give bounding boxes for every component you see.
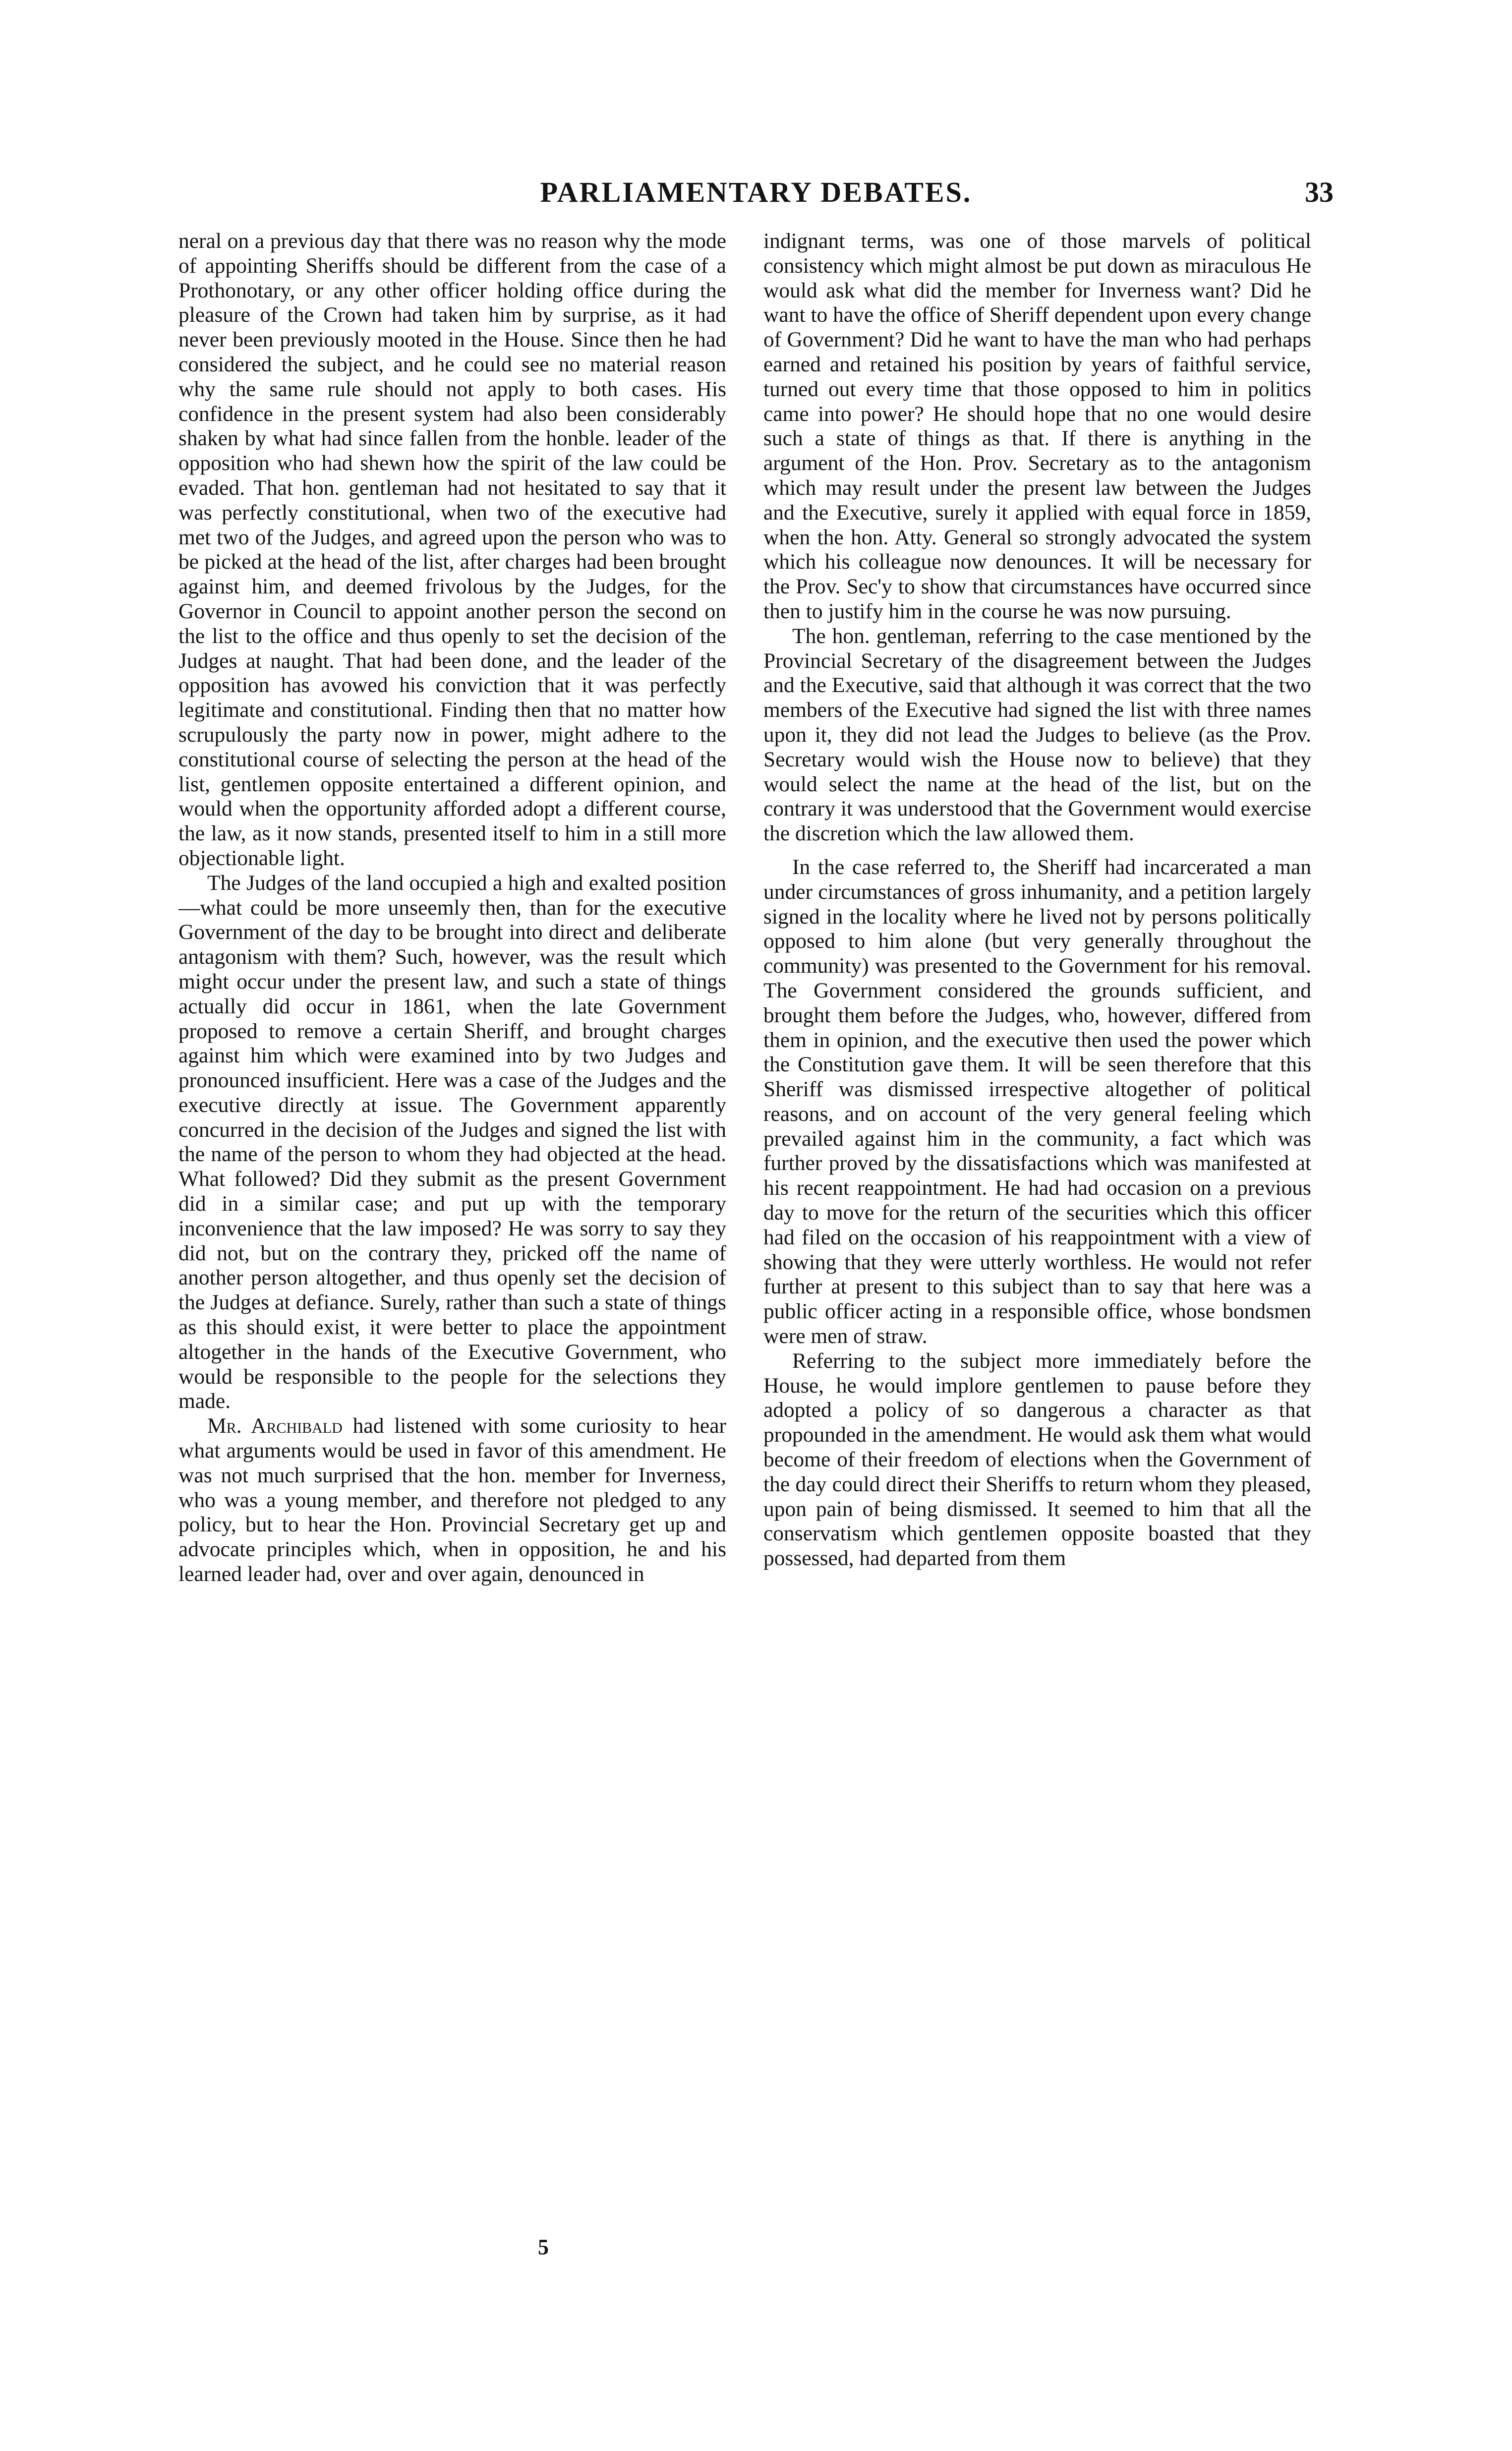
- paragraph-text: had listened with some curiosity to hear what arguments would be used in favor of this amendment. He was not much surprised that the hon. member for Inverness, who was a young member, and therefore not pledged to any policy, but to hear the Hon. Provincial Secretary get up and advocate principles which, when in opposition, he and his learned leader had, over and over again, denounced in: [178, 1414, 726, 1586]
- paragraph: neral on a previous day that there was no reason why the mode of appointing Sheriffs should be different from the case of a Prothonotary, or any other officer holding office during the pleasure of the Crown had taken him by surprise, as it had never been previously mooted in the House. Since then he had considered the subject, and he could see no material reason why the same rule should not apply to both cases. His confidence in the present system had also been considerably shaken by what had since fallen from the honble. leader of the opposition who had shewn how the spirit of the law could be evaded. That hon. gentleman had not hesitated to say that it was perfectly constitutional, when two of the executive had met two of the Judges, and agreed upon the person who was to be picked at the head of the list, after charges had been brought against him, and deemed frivolous by the Judges, for the Governor in Council to appoint another person the second on the list to the office and thus openly to set the decision of the Judges at naught. That had been done, and the leader of the opposition has avowed his conviction that it was perfectly legitimate and constitutional. Finding then that no matter how scrupulously the party now in power, might adhere to the constitutional course of selecting the person at the head of the list, gentlemen opposite entertained a different opinion, and would when the opportunity afforded adopt a different course, the law, as it now stands, presented itself to him in a still more objectionable light.: [178, 229, 726, 870]
- paragraph: The Judges of the land occupied a high and exalted position—what could be more unseemly then, than for the executive Government of the day to be brought into direct and deliberate antagonism with them? Such, however, was the result which might occur under the present law, and such a state of things actually did occur in 1861, when the late Government proposed to remove a certain Sheriff, and brought charges against him which were examined into by two Judges and pronounced insufficient. Here was a case of the Judges and the executive directly at issue. The Government apparently concurred in the decision of the Judges and signed the list with the name of the person to whom they had objected at the head. What followed? Did they submit as the present Government did in a similar case; and put up with the temporary inconvenience that the law imposed? He was sorry to say they did not, but on the contrary they, pricked off the name of another person altogether, and thus openly set the decision of the Judges at defiance. Surely, rather than such a state of things as this should exist, it were better to place the appointment altogether in the hands of the Executive Government, who would be responsible to the people for the selections they made.: [178, 871, 726, 1413]
- paragraph: indignant terms, was one of those marvels of political consistency which might almost be put down as miraculous He would ask what did the member for Inverness want? Did he want to have the office of Sheriff dependent upon every change of Government? Did he want to have the man who had perhaps earned and retained his position by years of faithful service, turned out every time that those opposed to him in politics came into power? He should hope that no one would desire such a state of things as that. If there is anything in the argument of the Hon. Prov. Secretary as to the antagonism which may result under the present law between the Judges and the Executive, surely it applied with equal force in 1859, when the hon. Atty. General so strongly advocated the system which his colleague now denounces. It will be necessary for the Prov. Sec'y to show that circumstances have occurred since then to justify him in the course he was now pursuing.: [763, 229, 1311, 623]
- left-column: [178, 229, 726, 2232]
- page-header: [178, 173, 1334, 212]
- paragraph: The hon. gentleman, referring to the case mentioned by the Provincial Secretary of the disagreement between the Judges and the Executive, said that although it was correct that the two members of the Executive had signed the list with three names upon it, they did not lead the Judges to believe (as the Prov. Secretary would wish the House now to believe) that they would select the name at the head of the list, but on the contrary it was understood that the Government would exercise the discretion which the law allowed them.: [763, 624, 1311, 846]
- running-title: PARLIAMENTARY DEBATES.: [540, 176, 972, 208]
- page-number: 33: [1305, 176, 1334, 208]
- paragraph: [178, 1414, 726, 1587]
- speaker-name: Mr. Archibald: [207, 1414, 343, 1438]
- signature-mark: 5: [538, 2235, 549, 2259]
- right-column: [763, 229, 1311, 2232]
- paragraph: Referring to the subject more immediately before the House, he would implore gentlemen to pause before they adopted a policy of so dangerous a character as that propounded in the amendment. He would ask them what would become of their freedom of elections when the Government of the day could direct their Sheriffs to return whom they pleased, upon pain of being dismissed. It seemed to him that all the conservatism which gentlemen opposite boasted that they possessed, had departed from them: [763, 1348, 1311, 1571]
- paragraph: In the case referred to, the Sheriff had incarcerated a man under circumstances of gross inhumanity, and a petition largely signed in the locality where he lived not by persons politically opposed to him alone (but very generally throughout the community) was presented to the Government for his removal. The Government considered the grounds sufficient, and brought them before the Judges, who, however, differed from them in opinion, and the executive then used the power which the Constitution gave them. It will be seen therefore that this Sheriff was dismissed irrespective altogether of political reasons, and on account of the very general feeling which prevailed against him in the community, a fact which was further proved by the dissatisfactions which was manifested at his recent reappointment. He had had occasion on a previous day to move for the return of the securities which this officer had filed on the occasion of his reappointment with a view of showing that they were utterly worthless. He would not refer further at present to this subject than to say that here was a public officer acting in a responsible office, whose bondsmen were men of straw.: [763, 855, 1311, 1348]
